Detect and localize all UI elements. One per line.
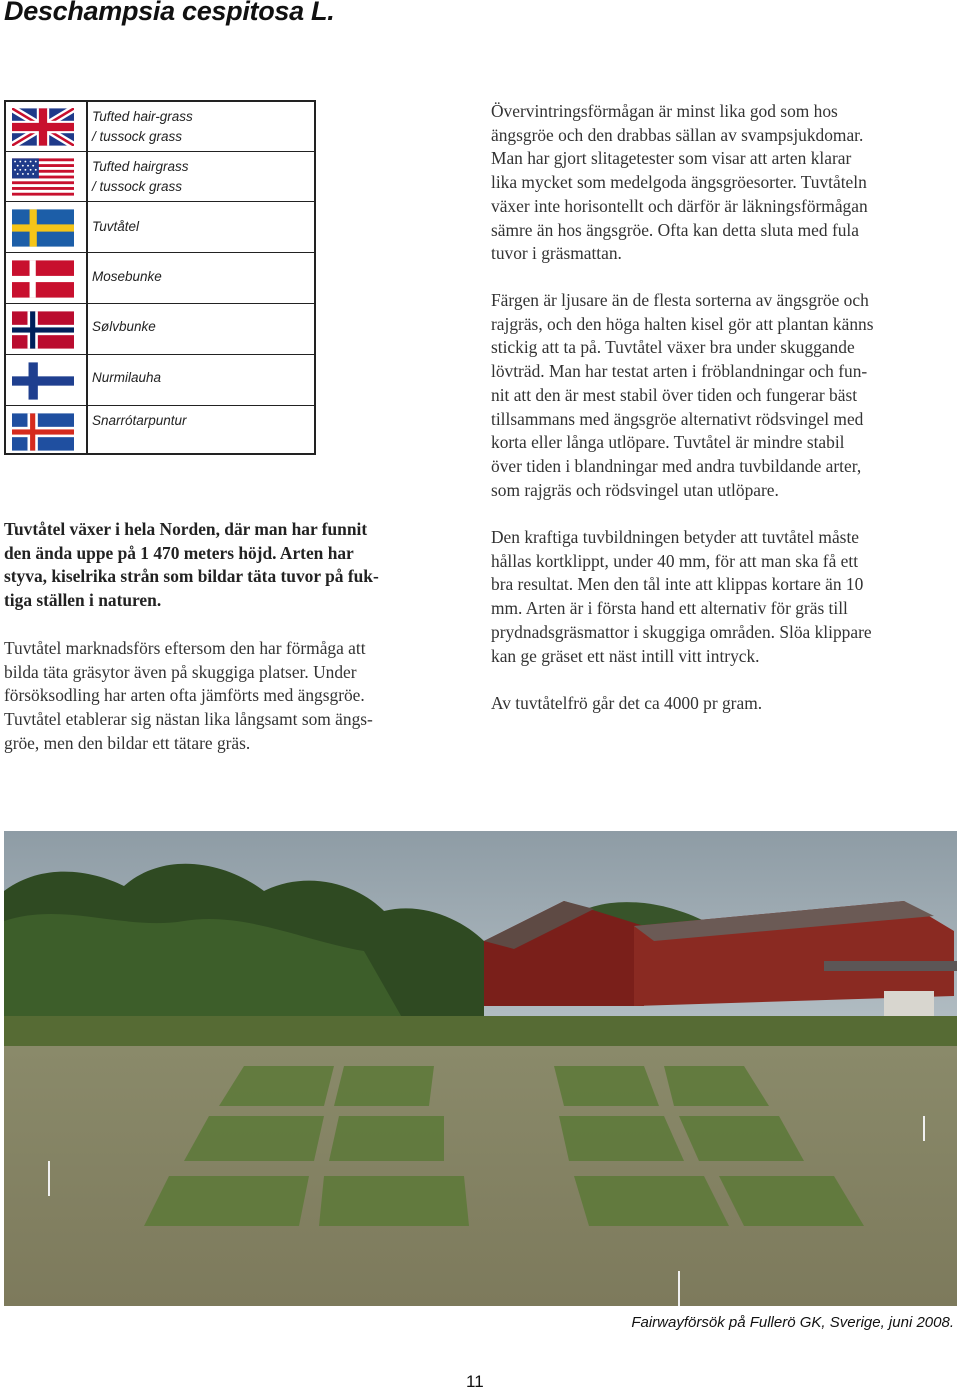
name-icelandic: Snarrótarpuntur: [92, 413, 187, 428]
name-danish: Mosebunke: [92, 269, 162, 284]
norway-flag-icon: [12, 311, 74, 349]
lead-paragraph: Tuvtåtel växer i hela Norden, där man har funnit den ända uppe på 1 470 meters höjd. Arten har styva, kiselrika strån som bildar täta tuvor på fuk- tiga ställen i naturen.: [4, 519, 379, 611]
names-row-iceland: [6, 406, 314, 455]
name-norwegian: Sølvbunke: [92, 319, 156, 334]
denmark-flag-icon: [12, 260, 74, 298]
names-row-denmark: [6, 253, 314, 304]
names-row-finland: [6, 355, 314, 406]
left-paragraph-1: Tuvtåtel marknadsförs eftersom den har förmåga att bilda täta gräsytor även på skuggiga platser. Under försöksodling har arten ofta jämförts med ängsgröe. Tuvtåtel etablerar sig nästan lika långsamt som ängs- gröe, men den bildar ett tätare gräs.: [4, 638, 373, 753]
name-finnish: Nurmilauha: [92, 370, 162, 385]
name-swedish: Tuvtåtel: [92, 219, 140, 234]
common-names-table: [4, 100, 316, 455]
names-row-us: [6, 152, 314, 202]
names-row-uk: [6, 102, 314, 152]
uk-flag-icon: [12, 108, 74, 146]
right-paragraph-3: Den kraftiga tuvbildningen betyder att tuvtåtel måste hållas kortklippt, under 40 mm, för att man ska få ett bra resultat. Men den tål inte att klippas kortare än 10 mm. Arten är i första hand ett alternativ för gräs till prydnadsgräsmattor i skuggiga områden. Slöa klippare kan ge gräset ett näst intill vitt intryck.: [491, 527, 872, 666]
name-english-uk: Tufted hair-grass / tussock grass: [92, 109, 193, 144]
us-flag-icon: [12, 158, 74, 196]
sweden-flag-icon: [12, 209, 74, 247]
names-row-sweden: [6, 202, 314, 253]
page-title: Deschampsia cespitosa L.: [4, 0, 335, 26]
finland-flag-icon: [12, 362, 74, 400]
iceland-flag-icon: [12, 413, 74, 451]
photo-caption: Fairwayförsök på Fullerö GK, Sverige, juni 2008.: [631, 1314, 954, 1331]
names-row-norway: [6, 304, 314, 355]
name-english-us: Tufted hairgrass / tussock grass: [92, 159, 189, 194]
right-paragraph-2: Färgen är ljusare än de flesta sorterna av ängsgröe och rajgräs, och den höga halten kisel gör att plantan känns stickig att ta på. Tuvtåtel växer bra under skuggande lövträd. Man har testat arten i fröblandningar och fun- nit att den är mest stabil över tiden och fungerar bäst tillsammans med ängsgröe alternativt rödsvingel med korta eller långa utlöpare. Tuvtåtel är mindre stabil över tiden i blandningar med andra tuvbildande arter, som rajgräs och rödsvingel utan utlöpare.: [491, 290, 874, 500]
trial-field-photo: [4, 831, 957, 1306]
right-paragraph-1: Övervintringsförmågan är minst lika god som hos ängsgröe och den drabbas sällan av svampsjukdomar. Man har gjort slitagetester som visar att arten klarar lika mycket som medelgoda ängsgröesorter. Tuvtåteln växer inte horisontellt och därför är läkningsförmågan sämre än hos ängsgröe. Ofta kan detta sluta med fula tuvor i gräsmattan.: [491, 101, 868, 264]
page-number: 11: [466, 1372, 484, 1391]
right-paragraph-4: Av tuvtåtelfrö går det ca 4000 pr gram.: [491, 693, 763, 713]
